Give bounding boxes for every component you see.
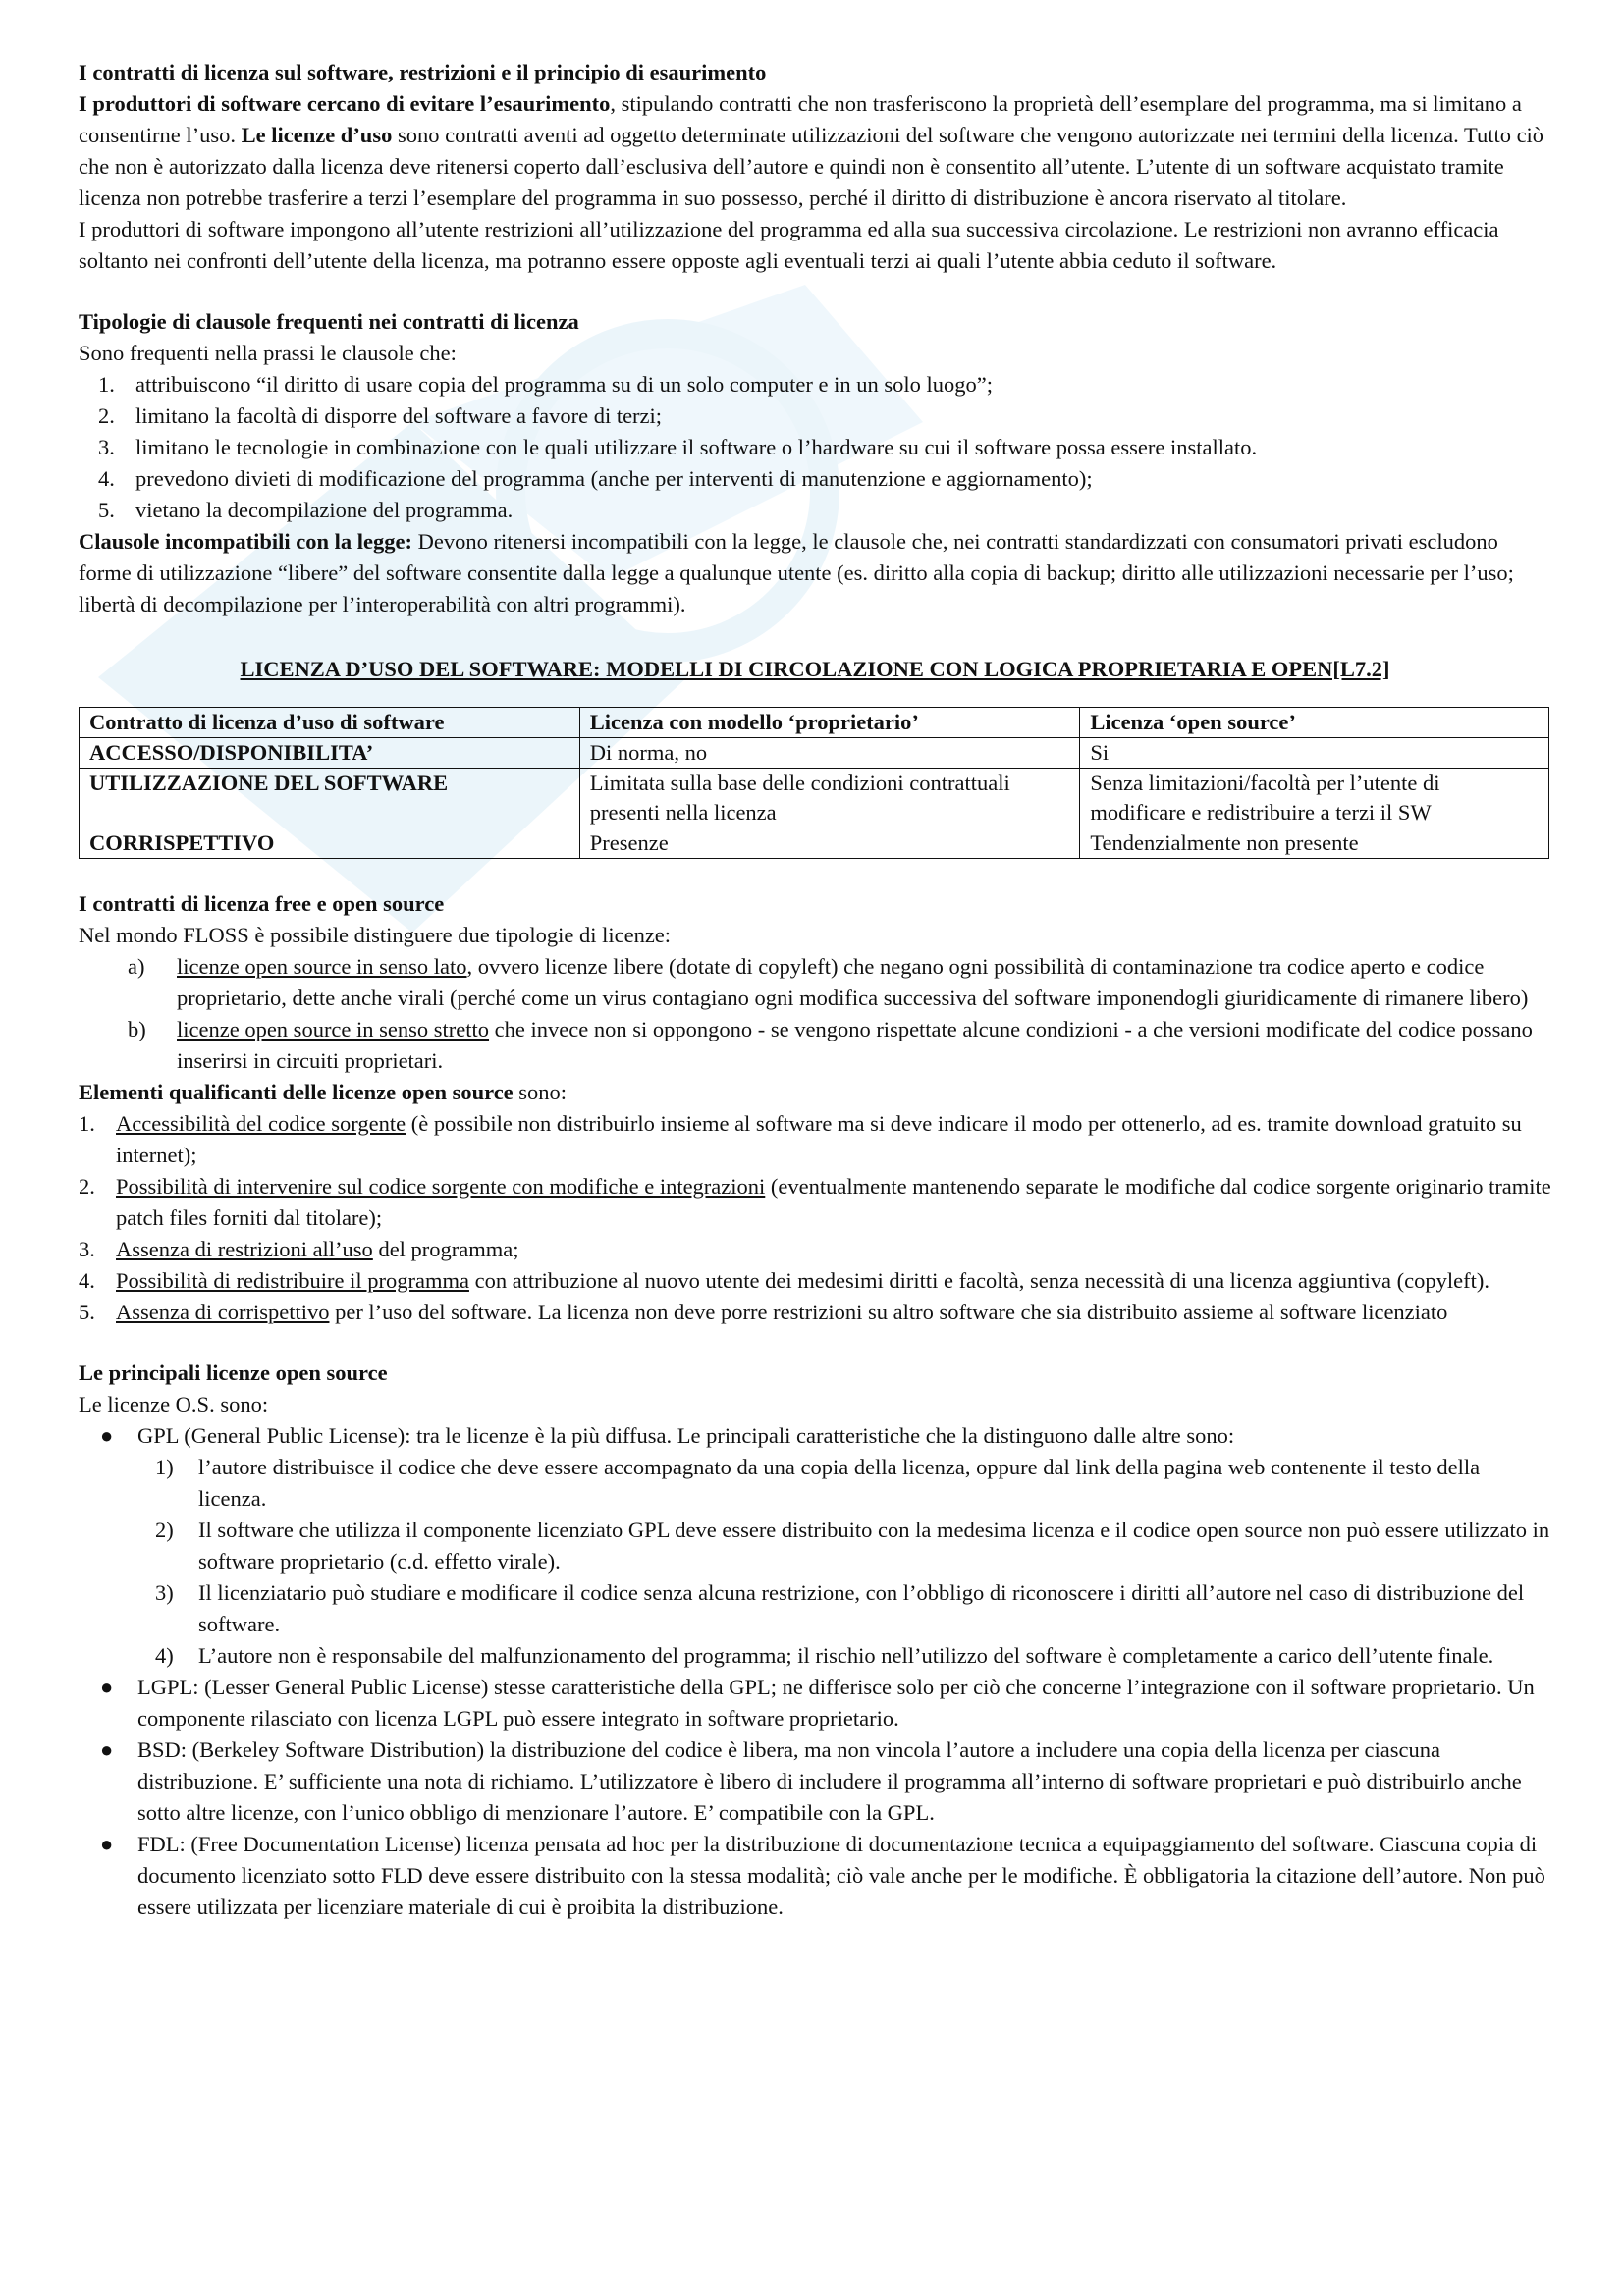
list-item-bsd: ● BSD: (Berkeley Software Distribution) la distribuzione del codice è libera, ma non vincola l’autore a includere una copia della licenza per ciascuna distribuzione. E’ sufficiente una nota di richiamo. L’utilizzatore è libero di includere il programma all’interno di software proprietari e può distribuirlo anche sotto altre licenze, con l’unico obbligo di menzionare l’autore. E’ compatibile con la GPL. xyxy=(79,1735,1551,1829)
list-item: 5. vietano la decompilazione del programma. xyxy=(98,498,514,522)
list-item: 1. Accessibilità del codice sorgente (è possibile non distribuirlo insieme al software ma si deve indicare il modo per ottenerlo, ad es. tramite download gratuito su internet); xyxy=(79,1111,1522,1167)
list-item: 2. limitano la facoltà di disporre del software a favore di terzi; xyxy=(98,403,663,428)
table-row xyxy=(80,738,1549,769)
list-item: 1. attribuiscono “il diritto di usare copia del programma su di un solo computer e in un solo luogo”; xyxy=(98,372,993,397)
table-row xyxy=(80,828,1549,859)
section-title-modelli-circolazione: LICENZA D’USO DEL SOFTWARE: MODELLI DI CIRCOLAZIONE CON LOGICA PROPRIETARIA E OPEN[L7.2] xyxy=(240,657,1390,681)
clausole-list xyxy=(79,369,1551,526)
licenze-list-others xyxy=(79,1672,1551,1923)
list-item: 3. Assenza di restrizioni all’uso del programma; xyxy=(79,1237,519,1261)
paragraph-licenze-uso: I produttori di software cercano di evitare l’esaurimento, stipulando contratti che non trasferiscono la proprietà dell’esemplare del programma, ma si limitano a consentirne l’uso. Le licenze d’uso sono contratti aventi ad oggetto determinate utilizzazioni del software che vengono autorizzate nei termini della licenza. Tutto ciò che non è autorizzato dalla licenza deve ritenersi coperto dall’esclusiva dell’autore e quindi non è consentito all’utente. L’utente di un software acquistato tramite licenza non potrebbe trasferire a terzi l’esemplare del programma in suo possesso, perché il diritto di distribuzione è ancora riservato al titolare. xyxy=(79,91,1544,210)
table-cell: CORRISPETTIVO xyxy=(80,828,580,859)
table-cell: Di norma, no xyxy=(579,738,1080,769)
section-title-licenze-restrizioni: I contratti di licenza sul software, restrizioni e il principio di esaurimento xyxy=(79,60,767,84)
paragraph-restrizioni: I produttori di software impongono all’utente restrizioni all’utilizzazione del programma ed alla sua successiva circolazione. Le restrizioni non avranno efficacia soltanto nei confronti dell’utente della licenza, ma potranno essere opposte agli eventuali terzi ai quali l’utente abbia ceduto il software. xyxy=(79,217,1499,273)
list-item: 5. Assenza di corrispettivo per l’uso del software. La licenza non deve porre restrizioni su altro software che sia distribuito assieme al software licenziato xyxy=(79,1300,1448,1324)
table-cell: Tendenzialmente non presente xyxy=(1080,828,1549,859)
table-cell: Senza limitazioni/facoltà per l’utente di modificare e redistribuire a terzi il SW xyxy=(1080,769,1549,828)
list-item: b) licenze open source in senso stretto che invece non si oppongono - se vengono rispettate alcune condizioni - a che versioni modificate del codice possano inserirsi in circuiti proprietari. xyxy=(128,1017,1533,1073)
section-title-principali-licenze: Le principali licenze open source xyxy=(79,1361,388,1385)
list-item: 4. prevedono divieti di modificazione del programma (anche per interventi di manutenzione e aggiornamento); xyxy=(98,466,1093,491)
table-header-cell: Contratto di licenza d’uso di software xyxy=(80,708,580,738)
list-item: a) licenze open source in senso lato, ovvero licenze libere (dotate di copyleft) che negano ogni possibilità di contaminazione tra codice aperto e codice proprietario, dette anche virali (perché come un virus contagiano ogni modifica successiva del software imponendogli giuridicamente di rimanere libero) xyxy=(128,954,1529,1010)
paragraph-clausole-incompatibili: Clausole incompatibili con la legge: Devono ritenersi incompatibili con la legge, le clausole che, nei contratti standardizzati con consumatori privati escludono forme di utilizzazione “libere” del software consentite dalla legge a qualunque utente (es. diritto alla copia di backup; diritto alle utilizzazioni necessarie per l’uso; libertà di decompilazione per l’interoperabilità con altri programmi). xyxy=(79,529,1514,616)
list-item: 3. limitano le tecnologie in combinazione con le quali utilizzare il software o l’hardware su cui il software possa essere installato. xyxy=(98,435,1258,459)
list-item-lgpl: ● LGPL: (Lesser General Public License) stesse caratteristiche della GPL; ne differisce solo per ciò che concerne l’integrazione con il software proprietario. Un componente rilasciato con licenza LGPL può essere integrato in software proprietario. xyxy=(79,1672,1551,1735)
list-item: 4. Possibilità di redistribuire il programma con attribuzione al nuovo utente dei medesimi diritti e facoltà, senza necessità di una licenza aggiuntiva (copyleft). xyxy=(79,1268,1489,1293)
list-item: 2. Possibilità di intervenire sul codice sorgente con modifiche e integrazioni (eventualmente mantenendo separate le modifiche dal codice sorgente originario tramite patch files forniti dal titolare); xyxy=(79,1174,1551,1230)
table-cell: Si xyxy=(1080,738,1549,769)
licenze-list xyxy=(79,1420,1551,1452)
bullet-icon: ● xyxy=(100,1832,114,1856)
list-item: 2) Il software che utilizza il componente licenziato GPL deve essere distribuito con la medesima licenza e il codice open source non può essere utilizzato in software proprietario (c.d. effetto virale). xyxy=(155,1518,1550,1574)
licenze-os-intro: Le licenze O.S. sono: xyxy=(79,1392,269,1416)
table-row xyxy=(80,769,1549,828)
elementi-intro: Elementi qualificanti delle licenze open source sono: xyxy=(79,1080,568,1104)
table-cell: Presenze xyxy=(579,828,1080,859)
bullet-icon: ● xyxy=(100,1675,114,1699)
section-title-free-open-source: I contratti di licenza free e open source xyxy=(79,891,445,916)
elementi-list xyxy=(79,1108,1551,1328)
section-title-clausole: Tipologie di clausole frequenti nei contratti di licenza xyxy=(79,309,579,334)
clausole-intro: Sono frequenti nella prassi le clausole che: xyxy=(79,341,457,365)
tipologie-list xyxy=(79,951,1551,1077)
list-item: 4) L’autore non è responsabile del malfunzionamento del programma; il rischio nell’utilizzo del software è completamente a carico dell’utente finale. xyxy=(155,1643,1494,1668)
bullet-icon: ● xyxy=(100,1737,114,1762)
table-header-row xyxy=(80,708,1549,738)
floss-intro: Nel mondo FLOSS è possibile distinguere due tipologie di licenze: xyxy=(79,923,672,947)
list-item-gpl: ● GPL (General Public License): tra le licenze è la più diffusa. Le principali caratteristiche che la distinguono dalle altre sono: xyxy=(79,1420,1551,1452)
gpl-caratteristiche-list xyxy=(79,1452,1551,1672)
table-cell: UTILIZZAZIONE DEL SOFTWARE xyxy=(80,769,580,828)
list-item-fdl: ● FDL: (Free Documentation License) licenza pensata ad hoc per la distribuzione di documentazione tecnica a equipaggiamento del software. Ciascuna copia di documento licenziato sotto FLD deve essere distribuito con la stessa modalità; ciò vale anche per le modifiche. È obbligatoria la citazione dell’autore. Non può essere utilizzata per licenziare materiale di cui è proibita la distribuzione. xyxy=(79,1829,1551,1923)
list-item: 1) l’autore distribuisce il codice che deve essere accompagnato da una copia della licenza, oppure dal link della pagina web contenente il testo della licenza. xyxy=(155,1455,1481,1511)
table-header-cell: Licenza con modello ‘proprietario’ xyxy=(579,708,1080,738)
bullet-icon: ● xyxy=(100,1423,114,1448)
table-cell: ACCESSO/DISPONIBILITA’ xyxy=(80,738,580,769)
licenze-comparison-table xyxy=(79,707,1549,859)
document-page xyxy=(79,57,1551,1923)
list-item: 3) Il licenziatario può studiare e modificare il codice senza alcuna restrizione, con l’obbligo di riconoscere i diritti all’autore nel caso di distribuzione del software. xyxy=(155,1580,1525,1636)
table-cell: Limitata sulla base delle condizioni contrattuali presenti nella licenza xyxy=(579,769,1080,828)
table-header-cell: Licenza ‘open source’ xyxy=(1080,708,1549,738)
